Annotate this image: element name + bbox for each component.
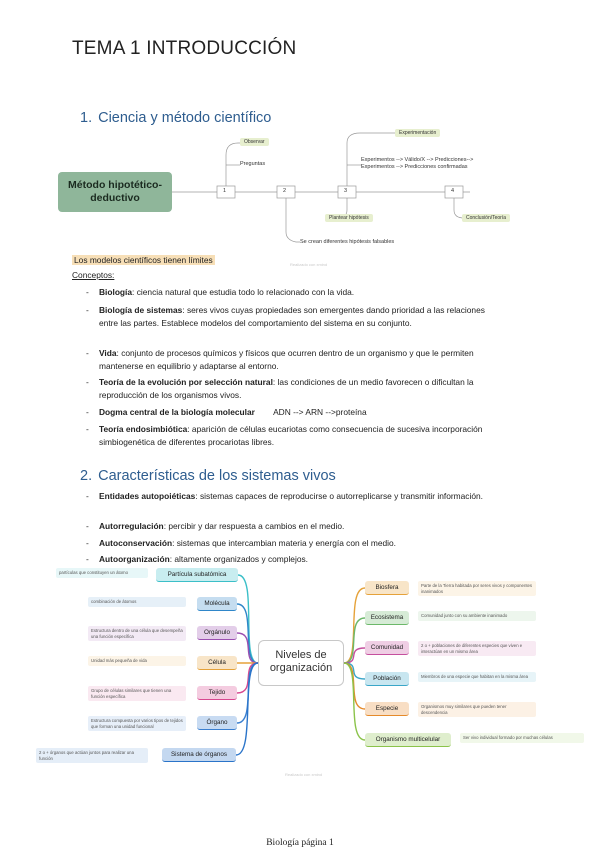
level-desc-left: Grupo de células similares que tienen una función específica (88, 686, 186, 701)
characteristic-term: Entidades autopoiéticas (99, 491, 196, 501)
level-node-right: Comunidad (365, 641, 409, 655)
characteristic-text: : percibir y dar respuesta a cambios en el medio. (163, 521, 345, 531)
level-node-left: Órgano (197, 716, 237, 730)
level-node-left: Tejido (197, 686, 237, 700)
level-node-left: Sistema de órganos (162, 748, 236, 762)
level-node-right: Organismo multicelular (365, 733, 451, 747)
characteristic-item: - Autorregulación: percibir y dar respuesta a cambios en el medio. (86, 521, 345, 531)
concept-term: Biología (99, 287, 133, 297)
concept-text: : aparición de células eucariotas como consecuencia de sucesiva incorporación simbiogenética de diferentes procariotas libres. (99, 424, 483, 447)
limits-highlight: Los modelos científicos tienen límites (74, 255, 213, 265)
falsable-node: Se crean diferentes hipótesis falsables (300, 239, 395, 245)
level-desc-right: Miembros de una especie que habitan en la misma área (418, 672, 536, 682)
step-3: 3 (344, 188, 348, 194)
level-branch-right (344, 618, 365, 663)
characteristic-item: - Entidades autopoiéticas: sistemas capaces de reproducirse o autorreplicarse y transmitir información. (86, 491, 484, 501)
concepts-label: Conceptos: (72, 270, 115, 280)
level-desc-left: Estructura compuesta por varios tipos de tejidos que forman una unidad funcional (88, 716, 186, 731)
section-2-title: Características de los sistemas vivos (98, 468, 336, 484)
concept-term: Dogma central de la biología molecular (99, 407, 255, 417)
characteristic-term: Autoconservación (99, 538, 173, 548)
section-1-title: Ciencia y método científico (98, 110, 272, 126)
section-2-number: 2. (80, 468, 93, 484)
level-node-right: Especie (365, 702, 409, 716)
method-main-node: Método hipotético-deductivo (58, 172, 172, 212)
level-branch-right (344, 663, 365, 679)
characteristic-text: : altamente organizados y complejos. (169, 554, 308, 564)
exp-line-1: Experimentos --> Válido/X --> Predicciones--> (361, 157, 474, 163)
level-node-right: Población (365, 672, 409, 686)
concept-item: - Teoría endosimbiótica: aparición de células eucariotas como consecuencia de sucesiva incorporación simbiogenética de diferentes procariotas libres. (86, 424, 483, 447)
preguntas-node: Preguntas (240, 161, 266, 167)
step-4: 4 (451, 188, 455, 194)
section-2-heading (80, 468, 336, 484)
concept-term: Biología de sistemas (99, 305, 183, 315)
concept-text: : seres vivos cuyas propiedades son emergentes dando prioridad a las relaciones entre las partes. Establece modelos del comportamiento del sistema en su conjunto. (99, 305, 485, 328)
page-footer: Biología página 1 (266, 838, 334, 848)
concept-text: : ciencia natural que estudia todo lo relacionado con la vida. (132, 287, 355, 297)
level-node-right: Biosfera (365, 581, 409, 595)
characteristic-item: - Autoorganización: altamente organizados y complejos. (86, 554, 308, 564)
observar-node: Observar (240, 138, 269, 146)
concept-item: - Teoría de la evolución por selección natural: las condiciones de un medio favorecen o dificultan la reproducción de los organismos vivos. (86, 377, 474, 400)
concept-item: - Biología de sistemas: seres vivos cuyas propiedades son emergentes dando prioridad a las relaciones entre las partes. Establece modelos del comportamiento del sistema en su conjunto. (86, 305, 485, 328)
level-node-left: Molécula (197, 597, 237, 611)
concept-term: Vida (99, 348, 117, 358)
concept-text: ADN --> ARN -->proteína (254, 407, 367, 417)
characteristic-term: Autoorganización (99, 554, 170, 564)
level-branch-right (344, 663, 365, 709)
level-node-left: Partícula subatómica (156, 568, 238, 582)
step-2: 2 (283, 188, 287, 194)
level-desc-left: Estructura dentro de una célula que desempeña una función específica (88, 626, 186, 641)
method-map-watermark: Realizado con xmind (290, 262, 328, 267)
level-desc-right: Ser vivo individual formado por muchas células (460, 733, 584, 743)
characteristic-text: : sistemas que intercambian materia y energía con el medio. (172, 538, 396, 548)
level-desc-right: Comunidad junto con su ambiente inanimado (418, 611, 536, 621)
concept-text: : conjunto de procesos químicos y físicos que ocurren dentro de un organismo y que le permiten mantenerse en equilibrio y adaptarse al entorno. (99, 348, 474, 371)
levels-center-node: Niveles de organización (258, 640, 344, 686)
characteristic-item: - Autoconservación: sistemas que intercambian materia y energía con el medio. (86, 538, 396, 548)
section-1-number: 1. (80, 110, 93, 126)
concept-item: - Dogma central de la biología molecular ADN --> ARN -->proteína (86, 407, 367, 417)
conclusion-node: Conclusión/Teoría (462, 214, 510, 222)
concept-item: - Vida: conjunto de procesos químicos y físicos que ocurren dentro de un organismo y que le permiten mantenerse en equilibrio y adaptarse al entorno. (86, 348, 474, 371)
experimentacion-node: Experimentación (395, 129, 440, 137)
level-desc-right: 2 o + poblaciones de diferentes especies que viven e interactúan en un mismo área (418, 641, 536, 656)
exp-line-2: Experimentos --> Predicciones confirmadas (361, 164, 468, 170)
level-branch-left (237, 663, 258, 693)
level-desc-right: Organismos muy similares que pueden tener descendencia (418, 702, 536, 717)
level-branch-left (237, 633, 258, 663)
level-node-left: Orgánulo (197, 626, 237, 640)
concept-term: Teoría de la evolución por selección natural (99, 377, 273, 387)
concept-text: : las condiciones de un medio favorecen o dificultan la reproducción de los organismos vivos. (99, 377, 474, 400)
step-1: 1 (223, 188, 227, 194)
plantear-hipotesis-node: Plantear hipótesis (325, 214, 373, 222)
limits-note (72, 254, 215, 267)
levels-map-watermark: Realizado con xmind (285, 772, 323, 777)
level-branch-right (344, 648, 365, 663)
page-title: TEMA 1 INTRODUCCIÓN (72, 38, 297, 59)
level-desc-left: 2 o + órganos que actúan juntos para realizar una función (36, 748, 148, 763)
level-node-left: Célula (197, 656, 237, 670)
concept-term: Teoría endosimbiótica (99, 424, 188, 434)
level-desc-left: Unidad más pequeña de vida (88, 656, 186, 666)
experimentos-node (361, 157, 473, 171)
level-desc-right: Parte de la Tierra habitada por seres vivos y componentes inanimados (418, 581, 536, 596)
level-node-right: Ecosistema (365, 611, 409, 625)
characteristic-term: Autorregulación (99, 521, 164, 531)
concept-item: - Biología: ciencia natural que estudia todo lo relacionado con la vida. (86, 287, 355, 297)
level-desc-left: partículas que constituyen un átomo (56, 568, 148, 578)
level-desc-left: combinación de átomos (88, 597, 186, 607)
method-map-lines (0, 0, 600, 260)
characteristic-text: : sistemas capaces de reproducirse o autorreplicarse y transmitir información. (195, 491, 484, 501)
